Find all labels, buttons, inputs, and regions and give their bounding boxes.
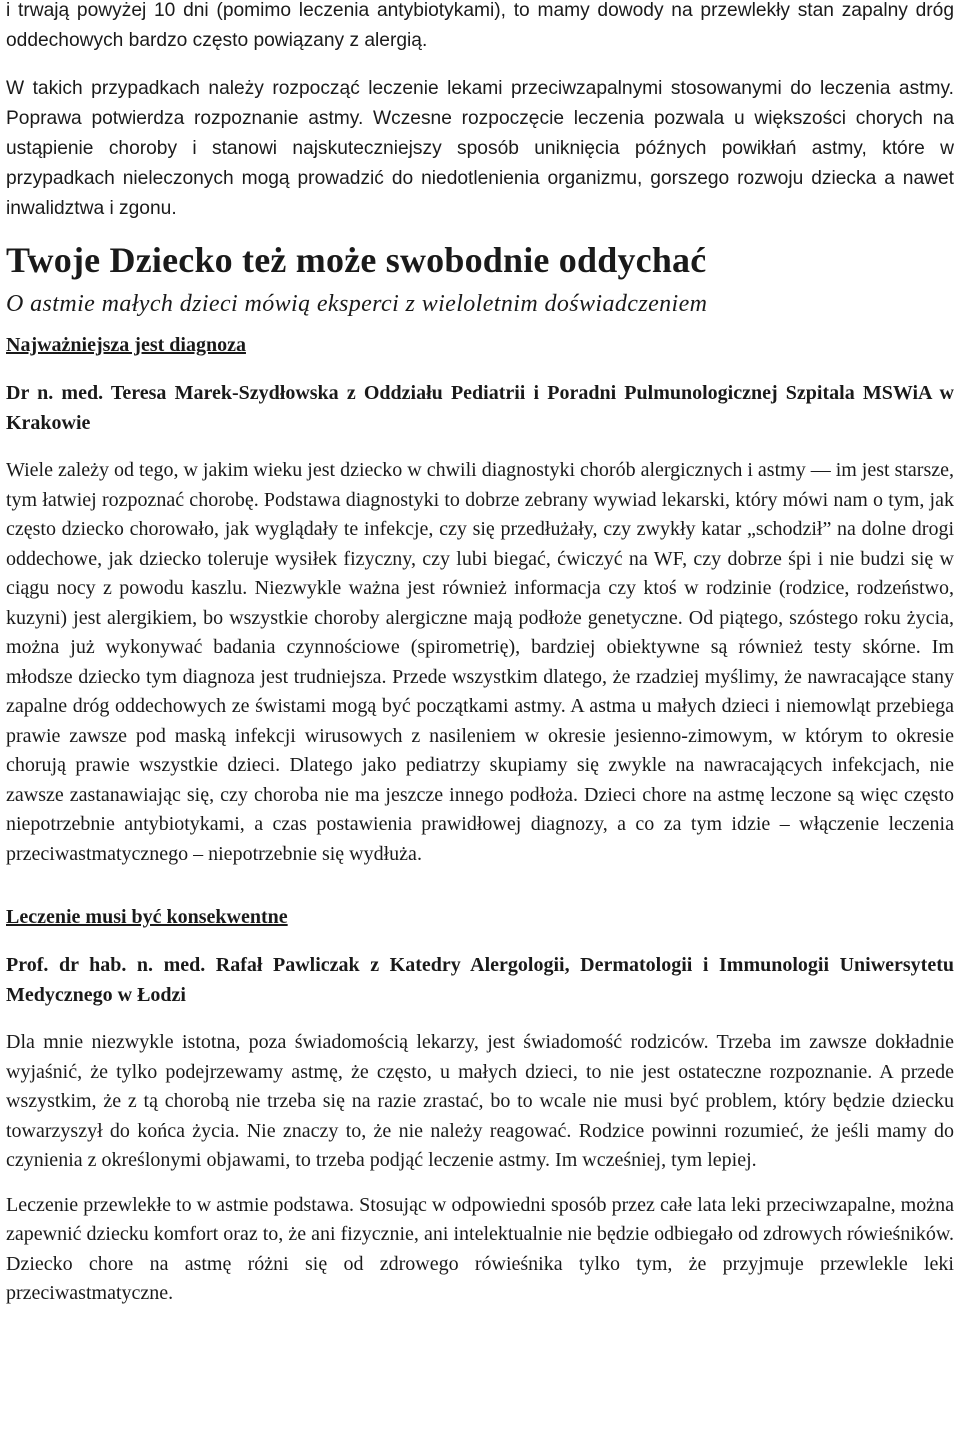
article-title: Twoje Dziecko też może swobodnie oddychać (6, 240, 707, 280)
section-heading-treatment: Leczenie musi być konsekwentne (6, 906, 288, 928)
section-body-treatment-1: Dla mnie niezwykle istotna, poza świadomością lekarzy, jest świadomość rodziców. Trzeba im zawsze dokładnie wyjaśnić, że tylko podejrzewamy astmę, że często, u małych dzieci, to nie jest ostateczne rozpoznanie. A przede wszystkim, że z tą chorobą nie trzeba się na razie zrastać, bo to wcale nie musi być problem, który będzie dziecku towarzyszył do końca życia. Nie znaczy to, że nie należy reagować. Rodzice powinni rozumieć, że jeśli mamy do czynienia z określonymi objawami, to trzeba podjąć leczenie astmy. Im wcześniej, tym lepiej. (6, 1031, 954, 1171)
section-body-diagnosis: Wiele zależy od tego, w jakim wieku jest dziecko w chwili diagnostyki chorób alergicznych i astmy — im jest starsze, tym łatwiej rozpoznać chorobę. Podstawa diagnostyki to dobrze zebrany wywiad lekarski, który mówi nam o tym, jak często dziecko chorowało, jak wyglądały te infekcje, czy się przedłużały, czy zwykły katar „schodził” na dolne drogi oddechowe, jak dziecko toleruje wysiłek fizyczny, czy lubi biegać, ćwiczyć na WF, czy dobrze śpi i nie budzi się w ciągu nocy z powodu kaszlu. Niezwykle ważna jest również informacja czy ktoś w rodzinie (rodzice, rodzeństwo, kuzyni) jest alergikiem, bo wszystkie choroby alergiczne mają podłoże genetyczne. Od piątego, szóstego roku życia, można już wykonywać badania czynnościowe (spirometrię), bardziej obiektywne są również testy skórne. Im młodsze dziecko tym diagnoza jest trudniejsza. Przede wszystkim dlatego, że rzadziej myślimy, że nawracające stany zapalne dróg oddechowych ze świstami mogą być początkami astmy. A astma u małych dzieci i niemowląt przebiega prawie zawsze pod maską infekcji wirusowych z nasileniem w okresie jesienno-zimowym, w którym to okresie chorują prawie wszystkie dzieci. Dlatego jako pediatrzy skupiamy się zwykle na nawracających infekcjach, nie zawsze zastanawiając się, czy choroba nie ma jeszcze innego podłoża. Dzieci chore na astmę leczone są więc często niepotrzebnie antybiotykami, a czas postawienia prawidłowej diagnozy, a co za tym idzie – włączenie leczenia przeciwastmatycznego – niepotrzebnie się wydłuża. (6, 459, 954, 865)
article-subtitle: O astmie małych dzieci mówią eksperci z wieloletnim doświadczeniem (6, 291, 708, 317)
section-heading-diagnosis: Najważniejsza jest diagnoza (6, 334, 246, 356)
expert-byline-1: Dr n. med. Teresa Marek-Szydłowska z Oddziału Pediatrii i Poradni Pulmunologicznej Szpitala MSWiA w Krakowie (6, 382, 954, 434)
intro-paragraph: W takich przypadkach należy rozpocząć leczenie lekami przeciwzapalnymi stosowanymi do leczenia astmy. Poprawa potwierdza rozpoznanie astmy. Wczesne rozpoczęcie leczenia pozwala u większości chorych na ustąpienie choroby i stanowi najskuteczniejszy sposób uniknięcia późnych powikłań astmy, które w przypadkach nieleczonych mogą prowadzić do niedotlenienia organizmu, gorszego rozwoju dziecka a nawet inwalidztwa i zgonu. (6, 78, 954, 219)
intro-paragraph-continued: i trwają powyżej 10 dni (pomimo leczenia antybiotykami), to mamy dowody na przewlekły stan zapalny dróg oddechowych bardzo często powiązany z alergią. (6, 0, 954, 51)
section-body-treatment-2: Leczenie przewlekłe to w astmie podstawa. Stosując w odpowiedni sposób przez całe lata leki przeciwzapalne, można zapewnić dziecku komfort oraz to, że ani fizycznie, ani intelektualnie nie będzie odbiegało od zdrowych rówieśników. Dziecko chore na astmę różni się od zdrowego rówieśnika tylko tym, że przyjmuje przewlekle leki przeciwastmatyczne. (6, 1193, 954, 1304)
expert-byline-2: Prof. dr hab. n. med. Rafał Pawliczak z Katedry Alergologii, Dermatologii i Immunologii Uniwersytetu Medycznego w Łodzi (6, 954, 954, 1006)
